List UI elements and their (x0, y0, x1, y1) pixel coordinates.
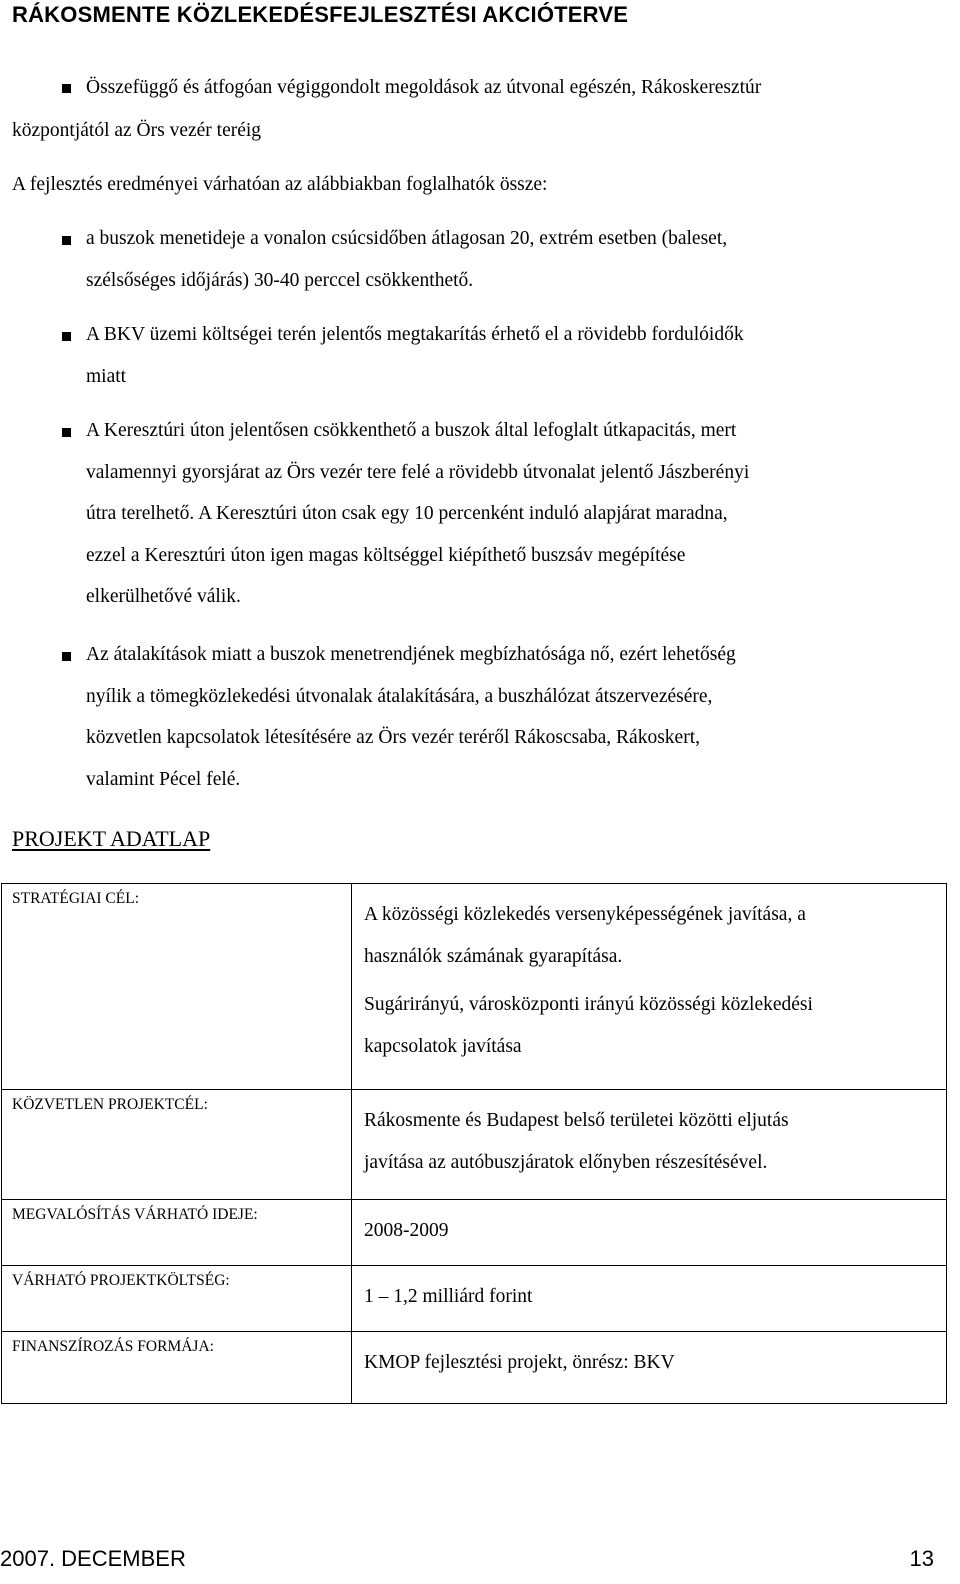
bullet-square-icon (62, 84, 71, 93)
text-line: nyílik a tömegközlekedési útvonalak átalakítására, a buszhálózat átszervezésére, (86, 685, 713, 707)
text-line: javítása az autóbuszjáratok előnyben részesítésével. (364, 1152, 768, 1173)
text-line: valamennyi gyorsjárat az Örs vezér tere felé a rövidebb útvonalat jelentő Jászberényi (86, 461, 750, 483)
row-label: MEGVALÓSÍTÁS VÁRHATÓ IDEJE: (2, 1200, 352, 1266)
bullet-square-icon (62, 652, 71, 661)
row-value (352, 1200, 947, 1266)
row-value (352, 1332, 947, 1404)
table-row (2, 1090, 947, 1200)
text-line: Az átalakítások miatt a buszok menetrendjének megbízhatósága nő, ezért lehetőség (86, 644, 736, 665)
footer-date: 2007. DECEMBER (0, 1546, 186, 1571)
text-line: központjától az Örs vezér teréig (12, 120, 262, 141)
text-line: valamint Pécel felé. (86, 768, 241, 790)
row-label: VÁRHATÓ PROJEKTKÖLTSÉG: (2, 1266, 352, 1332)
text-line: használók számának gyarapítása. (364, 946, 623, 967)
document-header-title: RÁKOSMENTE KÖZLEKEDÉSFEJLESZTÉSI AKCIÓTERVE (12, 2, 629, 27)
text-line: elkerülhetővé válik. (86, 586, 241, 607)
bullet-square-icon (62, 332, 71, 341)
row-label: STRATÉGIAI CÉL: (2, 884, 352, 1090)
table-row (2, 1200, 947, 1266)
text-line: szélsőséges időjárás) 30-40 perccel csökkenthető. (86, 269, 474, 291)
text-line: A Keresztúri úton jelentősen csökkenthető a buszok által lefoglalt útkapacitás, mert (86, 420, 737, 441)
row-value (352, 1266, 947, 1332)
bullet-square-icon (62, 236, 71, 245)
text-line: a buszok menetideje a vonalon csúcsidőben átlagosan 20, extrém esetben (baleset, (86, 228, 728, 249)
bullet-paragraph-4 (86, 634, 938, 800)
text-line: A közösségi közlekedés versenyképességének javítása, a (364, 904, 806, 925)
bullet-paragraph-3 (86, 410, 938, 618)
text-line: ezzel a Keresztúri úton igen magas költséggel kiépíthető buszsáv megépítése (86, 544, 686, 566)
text-line: KMOP fejlesztési projekt, önrész: BKV (364, 1352, 675, 1373)
bullet-square-icon (62, 428, 71, 437)
text-line: miatt (86, 365, 127, 387)
row-label: KÖZVETLEN PROJEKTCÉL: (2, 1090, 352, 1200)
text-line: Rákosmente és Budapest belső területei közötti eljutás (364, 1110, 789, 1131)
row-label: FINANSZÍROZÁS FORMÁJA: (2, 1332, 352, 1404)
bullet-intro-continuation (12, 110, 932, 152)
page-number: 13 (909, 1546, 934, 1571)
bullet-paragraph-1 (86, 218, 938, 301)
lead-text: A fejlesztés eredményei várhatóan az alábbiakban foglalhatók össze: (12, 174, 548, 195)
row-value (352, 884, 947, 1090)
section-title (12, 826, 210, 852)
text-line: útra terelhető. A Keresztúri úton csak egy 10 percenként induló alapjárat maradna, (86, 503, 728, 524)
bullet-intro-paragraph (86, 67, 938, 109)
text-line: A BKV üzemi költségei terén jelentős megtakarítás érhető el a rövidebb fordulóidők (86, 324, 744, 345)
text-line: 2008-2009 (364, 1220, 449, 1241)
project-data-table (1, 883, 947, 1404)
text-line: Sugárirányú, városközponti irányú közösségi közlekedési (364, 994, 813, 1015)
table-row (2, 1266, 947, 1332)
section-title-text: PROJEKT ADATLAP (12, 826, 211, 851)
bullet-paragraph-2 (86, 314, 938, 397)
text-line: Összefüggő és átfogóan végiggondolt megoldások az útvonal egészén, Rákoskeresztúr (86, 77, 762, 98)
text-line: kapcsolatok javítása (364, 1036, 522, 1057)
text-line: 1 – 1,2 milliárd forint (364, 1286, 533, 1307)
table-row (2, 1332, 947, 1404)
row-value (352, 1090, 947, 1200)
text-line: közvetlen kapcsolatok létesítésére az Örs vezér teréről Rákoscsaba, Rákoskert, (86, 727, 700, 748)
table-row (2, 884, 947, 1090)
